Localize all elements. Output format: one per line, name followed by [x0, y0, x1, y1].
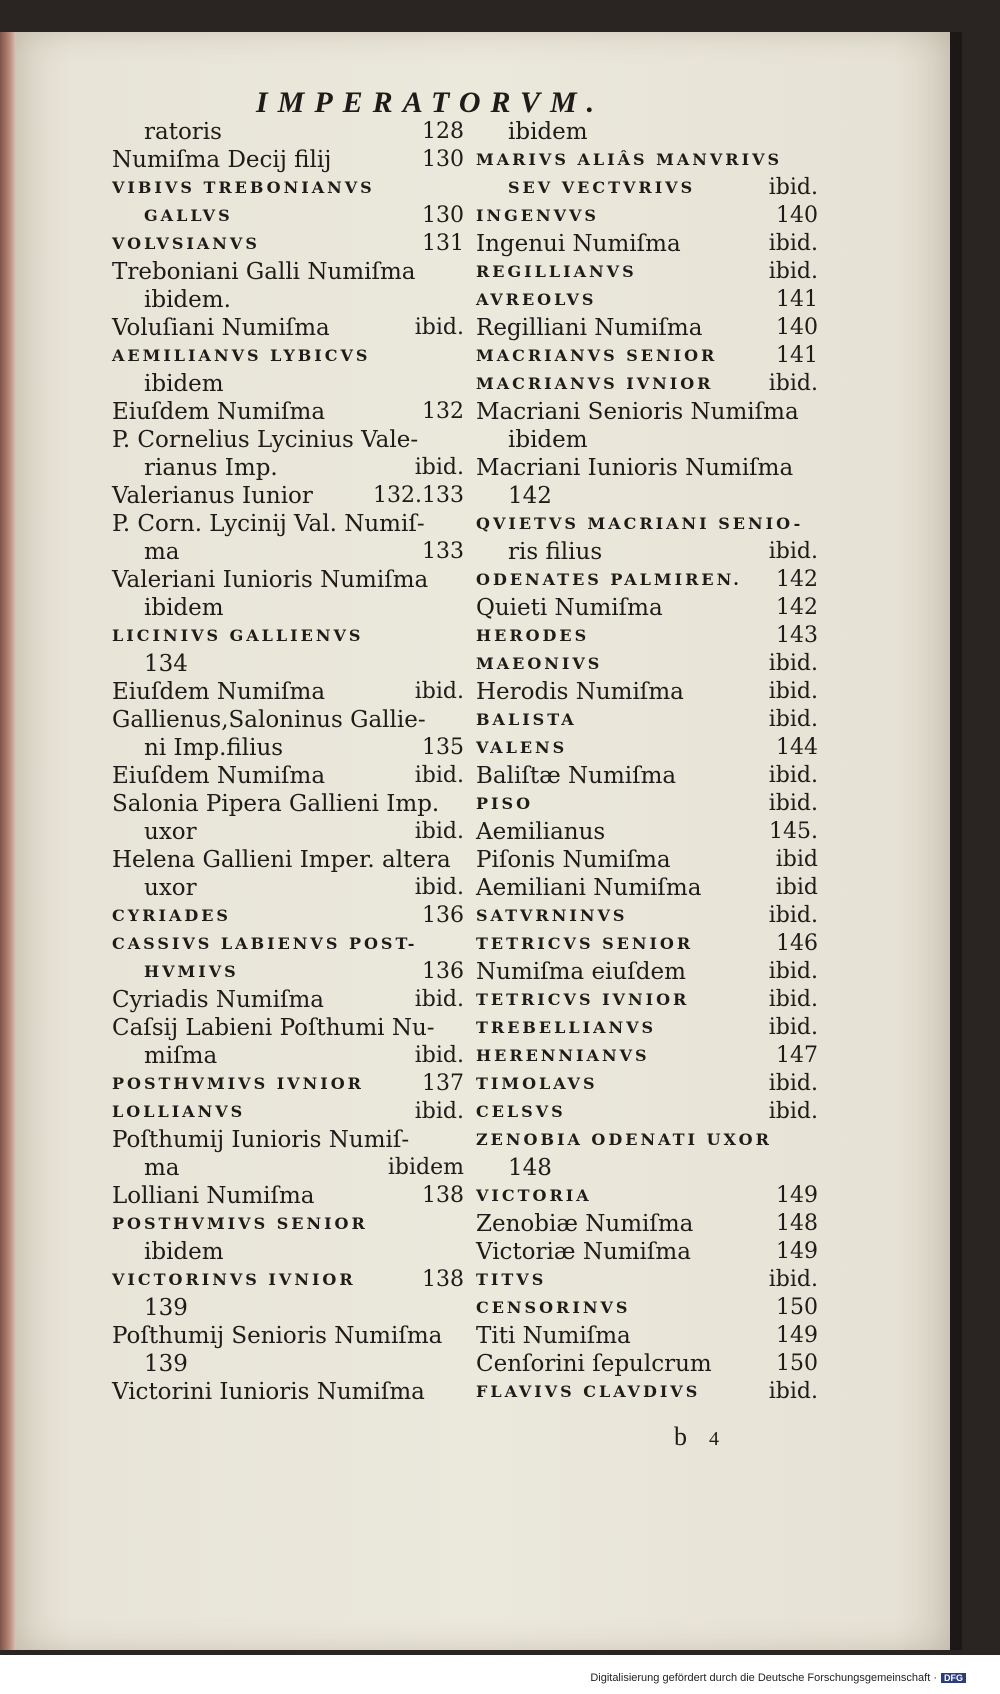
entry-page-ref: ibid.	[414, 1099, 464, 1124]
index-entry	[476, 230, 818, 258]
entry-text: VICTORINVS IVNIOR	[112, 1270, 356, 1289]
entry-text: Aemiliani Numiſma	[476, 875, 702, 901]
entry-page-ref: 136	[422, 903, 464, 928]
index-entry	[476, 1350, 818, 1378]
index-entry	[476, 874, 818, 902]
index-entry	[476, 426, 818, 454]
entry-text: Piſonis Numiſma	[476, 847, 671, 873]
signature-number: 4	[709, 1428, 719, 1450]
index-entry	[476, 846, 818, 874]
entry-page-ref: ibid.	[768, 231, 818, 256]
entry-page-ref: 148	[776, 1211, 818, 1236]
index-entry	[112, 986, 464, 1014]
entry-page-ref: ibid.	[414, 1043, 464, 1068]
entry-page-ref: 132.133	[373, 483, 464, 508]
entry-page-ref: ibid.	[414, 763, 464, 788]
entry-text: ibidem	[508, 119, 588, 145]
entry-text: 134	[144, 651, 188, 677]
entry-page-ref: ibid.	[768, 707, 818, 732]
entry-text: Numiſma eiuſdem	[476, 959, 686, 985]
entry-text: Cyriadis Numiſma	[112, 987, 324, 1013]
entry-page-ref: 137	[422, 1071, 464, 1096]
index-entry	[476, 1042, 818, 1070]
entry-text: Quieti Numiſma	[476, 595, 663, 621]
entry-text: HVMIVS	[144, 962, 239, 981]
entry-page-ref: 144	[776, 735, 818, 760]
entry-text: CELSVS	[476, 1102, 566, 1121]
entry-page-ref: ibid.	[768, 1099, 818, 1124]
entry-text: Lolliani Numiſma	[112, 1183, 315, 1209]
entry-text: HERENNIANVS	[476, 1046, 650, 1065]
entry-text: CASSIVS LABIENVS POST-	[112, 934, 418, 953]
entry-page-ref: ibid.	[414, 679, 464, 704]
index-entry	[476, 258, 818, 286]
index-entry	[476, 1098, 818, 1126]
index-entry	[112, 1182, 464, 1210]
signature-mark	[674, 1422, 719, 1452]
index-entry	[476, 174, 818, 202]
entry-page-ref: ibid.	[768, 651, 818, 676]
entry-page-ref: 140	[776, 203, 818, 228]
entry-page-ref: 147	[776, 1043, 818, 1068]
entry-text: uxor	[144, 875, 197, 901]
index-entry	[112, 454, 464, 482]
index-entry	[476, 510, 818, 538]
entry-text: SEV VECTVRIVS	[508, 178, 696, 197]
index-entry	[112, 510, 464, 538]
entry-page-ref: ibid.	[768, 987, 818, 1012]
index-entry	[476, 370, 818, 398]
entry-text: MARIVS ALIÂS MANVRIVS	[476, 150, 783, 169]
entry-page-ref: ibid.	[768, 259, 818, 284]
entry-text: Baliſtæ Numiſma	[476, 763, 677, 789]
index-entry	[476, 286, 818, 314]
entry-text: 139	[144, 1295, 188, 1321]
entry-text: Macriani Iunioris Numiſma	[476, 455, 794, 481]
entry-text: LICINIVS GALLIENVS	[112, 626, 364, 645]
index-column-right	[476, 118, 818, 1406]
index-entry	[112, 1322, 464, 1350]
entry-text: Poſthumij Senioris Numiſma	[112, 1323, 443, 1349]
index-entry	[476, 1070, 818, 1098]
entry-page-ref: ibid.	[768, 175, 818, 200]
entry-page-ref: ibid.	[414, 987, 464, 1012]
index-entry	[112, 706, 464, 734]
entry-text: ris filius	[508, 539, 603, 565]
index-entry	[476, 678, 818, 706]
entry-text: POSTHVMIVS IVNIOR	[112, 1074, 364, 1093]
index-entry	[112, 342, 464, 370]
entry-text: P. Corn. Lycinij Val. Numiſ-	[112, 511, 425, 537]
entry-page-ref: 141	[776, 343, 818, 368]
entry-page-ref: 150	[776, 1295, 818, 1320]
index-entry	[112, 118, 464, 146]
index-entry	[476, 650, 818, 678]
entry-page-ref: ibid	[775, 847, 818, 872]
entry-page-ref: 149	[776, 1183, 818, 1208]
entry-page-ref: 150	[776, 1351, 818, 1376]
index-entry	[476, 818, 818, 846]
entry-text: Cenſorini ſepulcrum	[476, 1351, 712, 1377]
entry-text: VIBIVS TREBONIANVS	[112, 178, 375, 197]
index-entry	[112, 258, 464, 286]
entry-text: CYRIADES	[112, 906, 231, 925]
index-entry	[476, 986, 818, 1014]
entry-page-ref: ibid.	[414, 875, 464, 900]
entry-text: ibidem.	[144, 287, 231, 313]
entry-text: FLAVIVS CLAVDIVS	[476, 1382, 701, 1401]
entry-page-ref: 142	[776, 595, 818, 620]
entry-text: 139	[144, 1351, 188, 1377]
index-entry	[112, 146, 464, 174]
index-entry	[476, 1294, 818, 1322]
index-entry	[476, 538, 818, 566]
entry-text: CENSORINVS	[476, 1298, 631, 1317]
index-entry	[476, 762, 818, 790]
entry-page-ref: 141	[776, 287, 818, 312]
entry-text: Gallienus,Saloninus Gallie-	[112, 707, 426, 733]
entry-page-ref: ibid.	[768, 539, 818, 564]
index-entry	[112, 202, 464, 230]
index-entry	[112, 1042, 464, 1070]
entry-page-ref: ibid.	[768, 1267, 818, 1292]
entry-text: Macriani Senioris Numiſma	[476, 399, 799, 425]
entry-text: TIMOLAVS	[476, 1074, 598, 1093]
entry-text: Eiuſdem Numiſma	[112, 763, 326, 789]
entry-text: Numiſma Decij filij	[112, 147, 332, 173]
entry-text: Zenobiæ Numiſma	[476, 1211, 694, 1237]
index-entry	[112, 678, 464, 706]
entry-page-ref: 131	[422, 231, 464, 256]
index-entry	[476, 314, 818, 342]
entry-text: GALLVS	[144, 206, 233, 225]
entry-page-ref: ibid.	[768, 903, 818, 928]
index-entry	[476, 1182, 818, 1210]
index-entry	[112, 594, 464, 622]
entry-text: uxor	[144, 819, 197, 845]
entry-text: REGILLIANVS	[476, 262, 637, 281]
index-entry	[476, 1154, 818, 1182]
index-entry	[112, 1126, 464, 1154]
signature-letter: b	[674, 1422, 687, 1451]
entry-page-ref: ibid.	[414, 315, 464, 340]
entry-text: VICTORIA	[476, 1186, 592, 1205]
entry-text: LOLLIANVS	[112, 1102, 246, 1121]
index-entry	[112, 1266, 464, 1294]
index-entry	[476, 398, 818, 426]
entry-text: VOLVSIANVS	[112, 234, 260, 253]
entry-text: ODENATES PALMIREN.	[476, 570, 742, 589]
index-entry	[112, 230, 464, 258]
entry-text: Helena Gallieni Imper. altera	[112, 847, 451, 873]
index-entry	[476, 202, 818, 230]
entry-text: ibidem	[144, 371, 224, 397]
index-entry	[476, 146, 818, 174]
index-entry	[112, 314, 464, 342]
index-entry	[112, 818, 464, 846]
index-entry	[476, 1014, 818, 1042]
entry-text: AVREOLVS	[476, 290, 597, 309]
index-entry	[476, 958, 818, 986]
index-entry	[112, 1350, 464, 1378]
entry-text: ma	[144, 1155, 180, 1181]
index-entry	[476, 930, 818, 958]
entry-text: BALISTA	[476, 710, 577, 729]
entry-text: Eiuſdem Numiſma	[112, 399, 326, 425]
entry-text: INGENVVS	[476, 206, 599, 225]
entry-text: Valeriani Iunioris Numiſma	[112, 567, 429, 593]
entry-page-ref: 149	[776, 1323, 818, 1348]
entry-text: TREBELLIANVS	[476, 1018, 657, 1037]
index-entry	[112, 958, 464, 986]
entry-page-ref: ibid.	[414, 455, 464, 480]
index-entry	[476, 482, 818, 510]
index-entry	[112, 538, 464, 566]
index-entry	[476, 566, 818, 594]
entry-text: TETRICVS IVNIOR	[476, 990, 690, 1009]
index-entry	[112, 930, 464, 958]
entry-text: ibidem	[508, 427, 588, 453]
entry-text: P. Cornelius Lycinius Vale-	[112, 427, 419, 453]
entry-page-ref: ibid	[775, 875, 818, 900]
entry-page-ref: ibid.	[768, 679, 818, 704]
entry-page-ref: 138	[422, 1183, 464, 1208]
index-entry	[476, 790, 818, 818]
index-entry	[112, 1294, 464, 1322]
index-entry	[112, 1014, 464, 1042]
entry-text: MACRIANVS IVNIOR	[476, 374, 714, 393]
entry-page-ref: 133	[422, 539, 464, 564]
entry-text: PISO	[476, 794, 534, 813]
index-entry	[112, 846, 464, 874]
entry-text: Treboniani Galli Numiſma	[112, 259, 416, 285]
index-entry	[476, 734, 818, 762]
entry-page-ref: ibid.	[768, 1379, 818, 1404]
index-entry	[112, 734, 464, 762]
book-edge	[0, 32, 16, 1650]
entry-text: Voluſiani Numiſma	[112, 315, 330, 341]
index-entry	[112, 426, 464, 454]
entry-page-ref: 132	[422, 399, 464, 424]
index-entry	[112, 1098, 464, 1126]
index-entry	[112, 1238, 464, 1266]
index-entry	[476, 1238, 818, 1266]
index-entry	[112, 622, 464, 650]
entry-page-ref: ibid.	[768, 1015, 818, 1040]
index-entry	[476, 622, 818, 650]
credit-text: Digitalisierung gefördert durch die Deutsche Forschungsgemeinschaft ·	[590, 1672, 937, 1684]
entry-page-ref: ibidem	[387, 1155, 464, 1180]
entry-text: POSTHVMIVS SENIOR	[112, 1214, 368, 1233]
entry-text: Eiuſdem Numiſma	[112, 679, 326, 705]
entry-text: Poſthumij Iunioris Numiſ-	[112, 1127, 410, 1153]
entry-page-ref: ibid.	[768, 1071, 818, 1096]
entry-text: ibidem	[144, 595, 224, 621]
entry-text: Victorini Iunioris Numiſma	[112, 1379, 425, 1405]
entry-text: MACRIANVS SENIOR	[476, 346, 718, 365]
index-entry	[476, 1266, 818, 1294]
entry-page-ref: 140	[776, 315, 818, 340]
entry-page-ref: 142	[776, 567, 818, 592]
entry-text: miſma	[144, 1043, 218, 1069]
index-entry	[112, 1154, 464, 1182]
entry-page-ref: 130	[422, 203, 464, 228]
entry-text: Herodis Numiſma	[476, 679, 684, 705]
entry-text: VALENS	[476, 738, 568, 757]
index-entry	[112, 286, 464, 314]
entry-page-ref: 145.	[769, 819, 818, 844]
entry-text: Caſsij Labieni Poſthumi Nu-	[112, 1015, 435, 1041]
entry-text: Regilliani Numiſma	[476, 315, 703, 341]
dfg-logo: DFG	[941, 1673, 966, 1683]
entry-page-ref: 138	[422, 1267, 464, 1292]
index-entry	[112, 1070, 464, 1098]
index-entry	[112, 650, 464, 678]
entry-text: Valerianus Iunior	[112, 483, 313, 509]
digitization-credit	[590, 1672, 966, 1684]
entry-text: Titi Numiſma	[476, 1323, 631, 1349]
entry-page-ref: ibid.	[768, 791, 818, 816]
entry-text: rianus Imp.	[144, 455, 278, 481]
entry-text: MAEONIVS	[476, 654, 603, 673]
entry-text: ibidem	[144, 1239, 224, 1265]
page-right-edge	[950, 32, 962, 1650]
entry-text: 148	[508, 1155, 552, 1181]
index-column-left	[112, 118, 464, 1406]
index-entry	[112, 566, 464, 594]
entry-text: ratoris	[144, 119, 222, 145]
entry-page-ref: 135	[422, 735, 464, 760]
entry-text: ma	[144, 539, 180, 565]
entry-text: Aemilianus	[476, 819, 606, 845]
entry-page-ref: 146	[776, 931, 818, 956]
index-entry	[476, 1126, 818, 1154]
entry-page-ref: 136	[422, 959, 464, 984]
entry-text: HERODES	[476, 626, 590, 645]
index-entry	[112, 902, 464, 930]
entry-page-ref: ibid.	[414, 819, 464, 844]
entry-text: Ingenui Numiſma	[476, 231, 681, 257]
entry-page-ref: 149	[776, 1239, 818, 1264]
entry-page-ref: ibid.	[768, 763, 818, 788]
entry-page-ref: 143	[776, 623, 818, 648]
index-entry	[476, 1210, 818, 1238]
index-entry	[112, 1210, 464, 1238]
entry-page-ref: ibid.	[768, 371, 818, 396]
index-entry	[112, 398, 464, 426]
index-entry	[112, 370, 464, 398]
entry-text: Salonia Pipera Gallieni Imp.	[112, 791, 440, 817]
entry-page-ref: 130	[422, 147, 464, 172]
index-entry	[476, 1378, 818, 1406]
entry-text: AEMILIANVS LYBICVS	[112, 346, 371, 365]
index-entry	[112, 174, 464, 202]
entry-page-ref: ibid.	[768, 959, 818, 984]
index-entry	[112, 482, 464, 510]
index-entry	[476, 594, 818, 622]
entry-text: SATVRNINVS	[476, 906, 628, 925]
running-title: IMPERATORVM.	[256, 86, 605, 119]
index-entry	[112, 790, 464, 818]
entry-text: QVIETVS MACRIANI SENIO-	[476, 514, 804, 533]
index-entry	[476, 454, 818, 482]
entry-text: 142	[508, 483, 552, 509]
index-entry	[476, 342, 818, 370]
index-entry	[476, 118, 818, 146]
index-entry	[112, 874, 464, 902]
entry-text: ZENOBIA ODENATI UXOR	[476, 1130, 772, 1149]
index-entry	[476, 1322, 818, 1350]
index-entry	[476, 902, 818, 930]
entry-text: ni Imp.filius	[144, 735, 284, 761]
index-entry	[476, 706, 818, 734]
entry-page-ref: 128	[422, 119, 464, 144]
entry-text: TETRICVS SENIOR	[476, 934, 694, 953]
index-entry	[112, 1378, 464, 1406]
entry-text: Victoriæ Numiſma	[476, 1239, 691, 1265]
index-entry	[112, 762, 464, 790]
entry-text: TITVS	[476, 1270, 547, 1289]
